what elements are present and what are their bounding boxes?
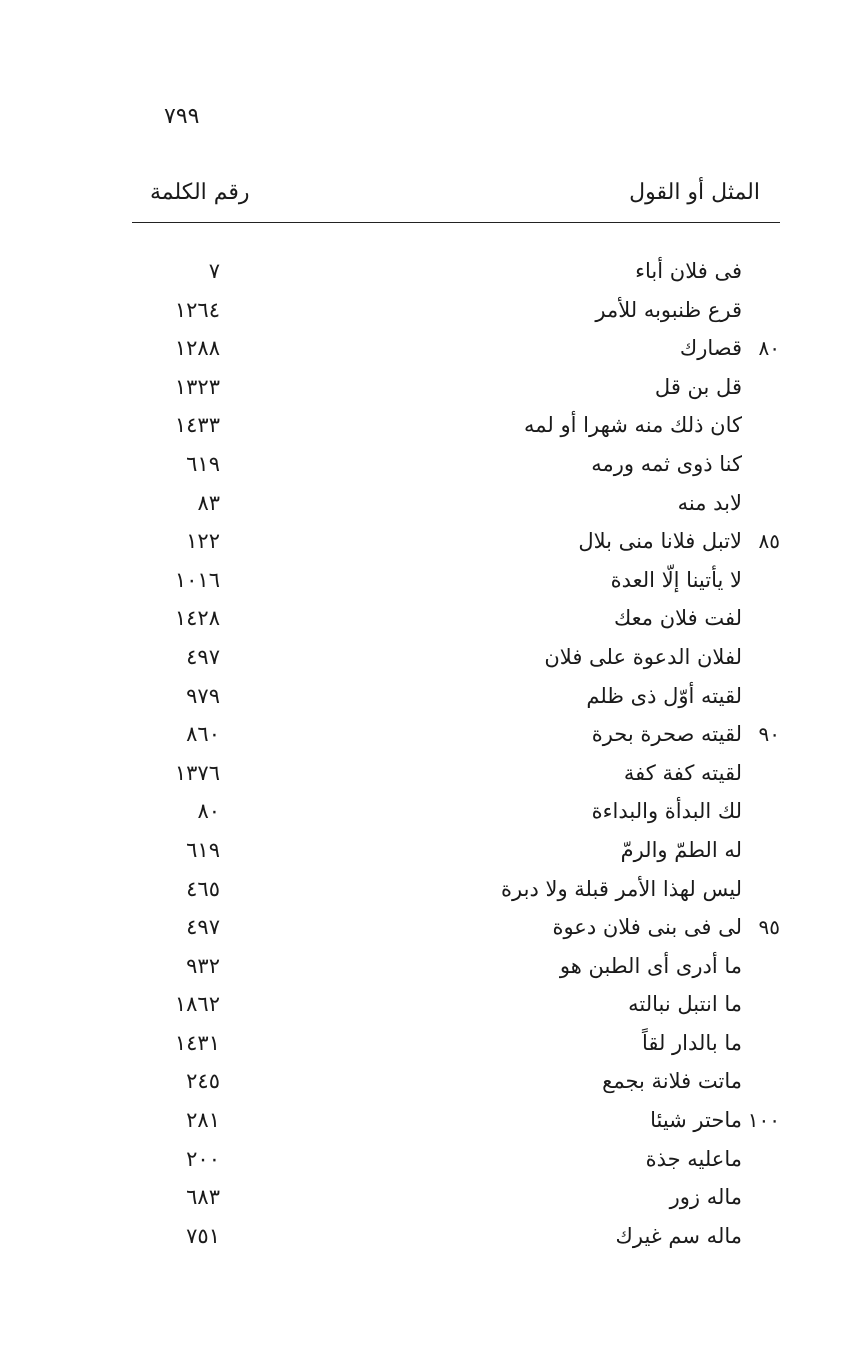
entry-word-number: ٩٣٢ bbox=[186, 953, 220, 978]
entry-word-number: ١٠١٦ bbox=[174, 567, 220, 592]
entry-word-number: ٧٥١ bbox=[186, 1223, 220, 1248]
entry-phrase: ما انتبل نبالته bbox=[628, 992, 742, 1017]
entry-word-number: ٨٣ bbox=[197, 490, 220, 515]
entry-phrase: كان ذلك منه شهرا أو لمه bbox=[524, 413, 742, 438]
entry-word-number: ١٣٢٣ bbox=[174, 374, 220, 399]
entry-word-number: ٢٨١ bbox=[186, 1108, 220, 1133]
entry-word-number: ٢٠٠ bbox=[186, 1146, 220, 1171]
list-item bbox=[132, 1108, 782, 1147]
entries-list bbox=[132, 259, 782, 1262]
list-item bbox=[132, 838, 782, 877]
entry-word-number: ٦١٩ bbox=[186, 451, 220, 476]
entry-phrase: لقيته كفة كفة bbox=[623, 760, 742, 785]
line-number: ٨٠ bbox=[758, 336, 780, 361]
list-item bbox=[132, 684, 782, 723]
entry-word-number: ١٤٣٣ bbox=[174, 413, 220, 438]
entry-phrase: لقيته أوّل ذى ظلم bbox=[586, 683, 742, 708]
column-header-phrase: المثل أو القول bbox=[629, 180, 760, 205]
entry-word-number: ٤٦٥ bbox=[186, 876, 220, 901]
list-item bbox=[132, 1069, 782, 1108]
entry-phrase: قل بن قل bbox=[654, 374, 742, 399]
list-item bbox=[132, 722, 782, 761]
entry-phrase: ما أدرى أى الطبن هو bbox=[559, 953, 742, 978]
entry-phrase: ماله زور bbox=[669, 1185, 742, 1210]
list-item bbox=[132, 877, 782, 916]
entry-word-number: ٤٩٧ bbox=[186, 644, 220, 669]
column-header-number: رقم الكلمة bbox=[150, 180, 250, 205]
entry-phrase: ماله سم غيرك bbox=[615, 1223, 742, 1248]
entry-phrase: لاتبل فلانا منى بلال bbox=[578, 529, 742, 554]
list-item bbox=[132, 915, 782, 954]
list-item bbox=[132, 1147, 782, 1186]
entry-word-number: ٦٨٣ bbox=[186, 1185, 220, 1210]
entry-word-number: ١٢٢ bbox=[186, 529, 220, 554]
list-item bbox=[132, 375, 782, 414]
entry-word-number: ١٤٢٨ bbox=[174, 606, 220, 631]
entry-phrase: ماحتر شيئا bbox=[650, 1108, 742, 1133]
entry-word-number: ١٨٦٢ bbox=[174, 992, 220, 1017]
entry-word-number: ٢٤٥ bbox=[186, 1069, 220, 1094]
entry-phrase: لك البدأة والبداءة bbox=[591, 799, 742, 824]
list-item bbox=[132, 1185, 782, 1224]
entry-word-number: ١٤٣١ bbox=[174, 1030, 220, 1055]
entry-phrase: لا يأتينا إلّا العدة bbox=[610, 567, 742, 592]
list-item bbox=[132, 259, 782, 298]
entry-phrase: ماتت فلانة بجمع bbox=[602, 1069, 742, 1094]
entry-phrase: لقيته صحرة بحرة bbox=[591, 722, 742, 747]
list-item bbox=[132, 529, 782, 568]
entry-word-number: ٤٩٧ bbox=[186, 915, 220, 940]
entry-phrase: لى فى بنى فلان دعوة bbox=[552, 915, 742, 940]
entry-word-number: ٨٦٠ bbox=[186, 722, 220, 747]
entry-word-number: ١٢٦٤ bbox=[174, 297, 220, 322]
list-item bbox=[132, 413, 782, 452]
list-item bbox=[132, 799, 782, 838]
list-item bbox=[132, 336, 782, 375]
line-number: ١٠٠ bbox=[747, 1108, 780, 1133]
entry-phrase: ما بالدار لقاً bbox=[641, 1030, 742, 1055]
entry-word-number: ١٣٧٦ bbox=[174, 760, 220, 785]
list-item bbox=[132, 645, 782, 684]
entry-phrase: ليس لهذا الأمر قبلة ولا دبرة bbox=[501, 876, 742, 901]
entry-phrase: قصارك bbox=[679, 336, 742, 361]
entry-phrase: ماعليه جذة bbox=[645, 1146, 742, 1171]
line-number: ٩٠ bbox=[758, 722, 780, 747]
entry-phrase: قرع ظنبوبه للأمر bbox=[595, 297, 742, 322]
list-item bbox=[132, 992, 782, 1031]
entry-word-number: ٧ bbox=[208, 259, 220, 283]
table-header bbox=[132, 172, 780, 223]
list-item bbox=[132, 606, 782, 645]
entry-phrase: فى فلان أباء bbox=[635, 259, 742, 283]
entry-word-number: ٦١٩ bbox=[186, 837, 220, 862]
entry-phrase: له الطمّ والرمّ bbox=[620, 837, 742, 862]
list-item bbox=[132, 568, 782, 607]
page-number: ٧٩٩ bbox=[164, 104, 200, 129]
list-item bbox=[132, 954, 782, 993]
list-item bbox=[132, 1224, 782, 1263]
line-number: ٨٥ bbox=[758, 529, 780, 554]
entry-word-number: ٨٠ bbox=[197, 799, 220, 824]
entry-phrase: كنا ذوى ثمه ورمه bbox=[591, 451, 742, 476]
list-item bbox=[132, 761, 782, 800]
entry-word-number: ١٢٨٨ bbox=[174, 336, 220, 361]
list-item bbox=[132, 1031, 782, 1070]
entry-phrase: لابد منه bbox=[677, 490, 742, 515]
line-number: ٩٥ bbox=[758, 915, 780, 940]
entry-word-number: ٩٧٩ bbox=[186, 683, 220, 708]
list-item bbox=[132, 452, 782, 491]
entry-phrase: لفلان الدعوة على فلان bbox=[544, 644, 742, 669]
list-item bbox=[132, 298, 782, 337]
list-item bbox=[132, 491, 782, 530]
entry-phrase: لفت فلان معك bbox=[613, 606, 742, 631]
